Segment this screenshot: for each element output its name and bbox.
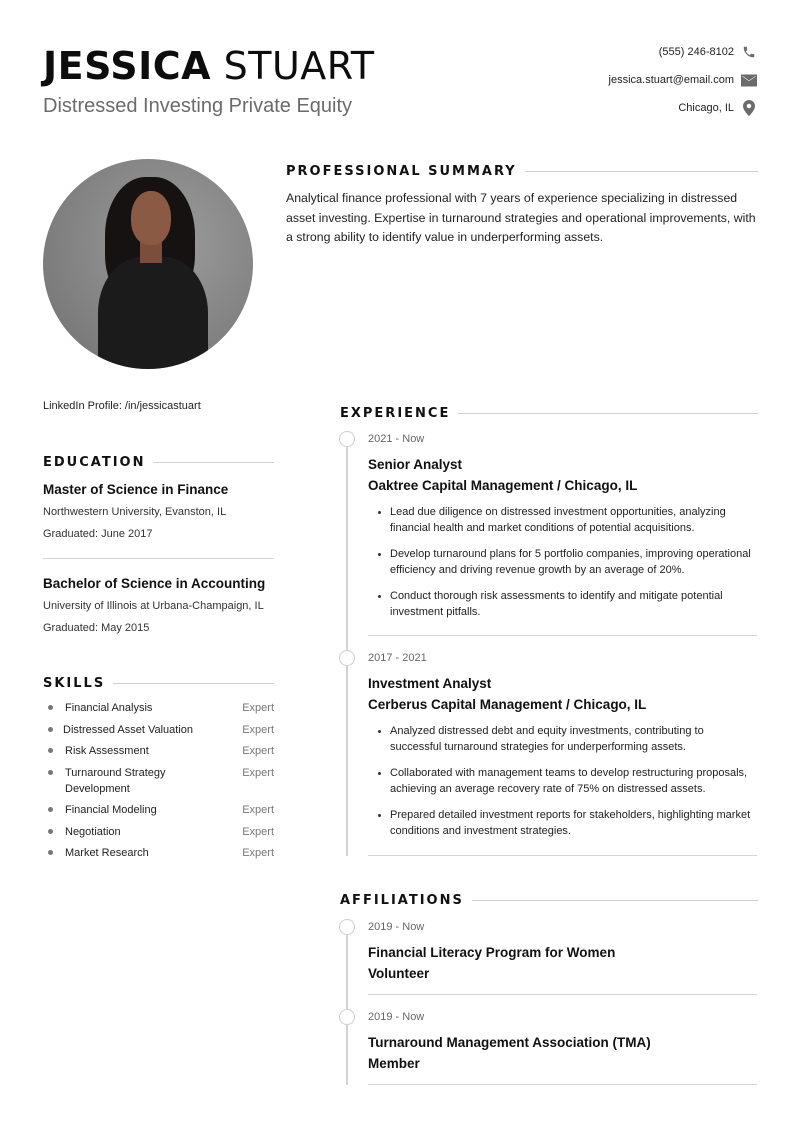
school: Northwestern University, Evanston, IL [43, 506, 227, 518]
envelope-icon [741, 72, 757, 88]
entry-date: 2017 - 2021 [368, 652, 427, 664]
bullet-icon [48, 748, 53, 753]
bullet-item: Lead due diligence on distressed investment opportunities, analyzing financial health and market conditions of potential acquisitions. [378, 504, 758, 536]
bullet-item: Prepared detailed investment reports for stakeholders, highlighting market conditions and investment strategies. [378, 807, 758, 839]
education-heading [43, 455, 274, 470]
entry-bullets [368, 723, 758, 839]
location-text: Chicago, IL [678, 102, 734, 114]
profile-photo [43, 159, 253, 369]
entry-date: 2019 - Now [368, 1011, 425, 1023]
divider [368, 635, 757, 636]
skill-item [43, 765, 274, 797]
education-heading-text: EDUCATION [43, 455, 146, 470]
skill-level: Expert [242, 745, 274, 757]
photo-face [131, 191, 171, 245]
skill-item [43, 845, 274, 861]
affiliation-entry [368, 1011, 758, 1074]
skill-item [43, 743, 274, 759]
skill-name: Financial Modeling [65, 804, 157, 816]
summary-heading [286, 164, 758, 179]
skill-name: Market Research [65, 847, 149, 859]
skill-level: Expert [242, 702, 274, 714]
phone-text[interactable]: (555) 246-8102 [658, 46, 734, 58]
first-name: JESSICA [43, 44, 212, 88]
divider [472, 900, 758, 901]
skill-name: Turnaround Strategy Development [65, 766, 166, 795]
skills-heading [43, 676, 274, 691]
entry-company: Cerberus Capital Management / Chicago, IL [368, 697, 647, 712]
affiliation-org: Turnaround Management Association (TMA) [368, 1035, 651, 1050]
skill-item [43, 700, 274, 716]
entry-date: 2019 - Now [368, 921, 425, 933]
skill-name: Financial Analysis [65, 702, 153, 714]
graduation-date: Graduated: May 2015 [43, 622, 150, 634]
skill-item [43, 802, 274, 818]
education-item [43, 576, 274, 643]
map-pin-icon [741, 100, 757, 116]
entry-title: Investment Analyst [368, 676, 492, 691]
photo-body [98, 257, 208, 369]
entry-bullets [368, 504, 758, 620]
bullet-item: Collaborated with management teams to develop restructuring proposals, achieving an average recovery rate of 75% on distressed assets. [378, 765, 758, 797]
entry-company: Oaktree Capital Management / Chicago, IL [368, 478, 638, 493]
affiliation-role: Member [368, 1056, 420, 1071]
divider [458, 413, 758, 414]
timeline-node-icon [339, 919, 355, 935]
skill-level: Expert [242, 825, 274, 838]
contact-info [609, 40, 757, 124]
divider [43, 558, 274, 559]
contact-email [609, 68, 757, 92]
skill-item [43, 722, 274, 738]
graduation-date: Graduated: June 2017 [43, 528, 153, 540]
timeline-line [346, 927, 348, 1085]
skill-level: Expert [242, 804, 274, 816]
bullet-icon [48, 770, 53, 775]
experience-heading-text: EXPERIENCE [340, 406, 451, 421]
education-item [43, 482, 274, 549]
entry-date: 2021 - Now [368, 433, 425, 445]
summary-text: Analytical finance professional with 7 years of experience specializing in distressed asset investing. Expertise in turnaround strategies and operational improvements, with a strong ability to identify value in underperforming assets. [286, 191, 756, 244]
skills-heading-text: SKILLS [43, 676, 106, 691]
skill-name: Negotiation [65, 825, 121, 838]
divider [153, 462, 274, 463]
affiliation-entry [368, 921, 758, 984]
phone-icon [741, 44, 757, 60]
divider [368, 994, 757, 995]
bullet-icon [48, 850, 53, 855]
degree: Master of Science in Finance [43, 482, 229, 497]
skill-level: Expert [242, 723, 274, 736]
job-title: Distressed Investing Private Equity [43, 95, 353, 117]
experience-heading [340, 406, 758, 421]
timeline-node-icon [339, 1009, 355, 1025]
school: University of Illinois at Urbana-Champaign, IL [43, 600, 264, 612]
summary-heading-text: PROFESSIONAL SUMMARY [286, 164, 517, 179]
email-text[interactable]: jessica.stuart@email.com [608, 74, 734, 86]
candidate-name [43, 44, 375, 88]
skill-level: Expert [242, 766, 274, 779]
entry-title: Senior Analyst [368, 457, 463, 472]
divider [525, 171, 758, 172]
affiliations-heading-text: AFFILIATIONS [340, 893, 464, 908]
bullet-icon [48, 705, 53, 710]
timeline-node-icon [339, 650, 355, 666]
affiliation-org: Financial Literacy Program for Women [368, 945, 616, 960]
divider [113, 683, 274, 684]
bullet-item: Develop turnaround plans for 5 portfolio companies, improving operational efficiency and driving revenue growth by an average of 20%. [378, 546, 758, 578]
affiliation-role: Volunteer [368, 966, 430, 981]
degree: Bachelor of Science in Accounting [43, 576, 266, 591]
linkedin-profile[interactable]: LinkedIn Profile: /in/jessicastuart [43, 400, 201, 412]
experience-entry [368, 433, 758, 630]
skill-name: Distressed Asset Valuation [63, 723, 194, 736]
timeline-node-icon [339, 431, 355, 447]
skill-level: Expert [242, 847, 274, 859]
experience-entry [368, 652, 758, 849]
bullet-item: Analyzed distressed debt and equity investments, contributing to successful turnaround strategies for underperforming assets. [378, 723, 758, 755]
bullet-icon [48, 829, 53, 834]
bullet-icon [48, 807, 53, 812]
last-name: STUART [223, 44, 375, 88]
timeline-line [346, 440, 348, 856]
divider [368, 855, 757, 856]
affiliations-heading [340, 893, 758, 908]
bullet-item: Conduct thorough risk assessments to identify and mitigate potential investment pitfalls. [378, 588, 758, 620]
skill-item [43, 824, 274, 840]
skills-list [43, 700, 274, 867]
contact-location [609, 96, 757, 120]
divider [368, 1084, 757, 1085]
contact-phone [609, 40, 757, 64]
skill-name: Risk Assessment [65, 745, 149, 757]
bullet-icon [48, 727, 53, 732]
